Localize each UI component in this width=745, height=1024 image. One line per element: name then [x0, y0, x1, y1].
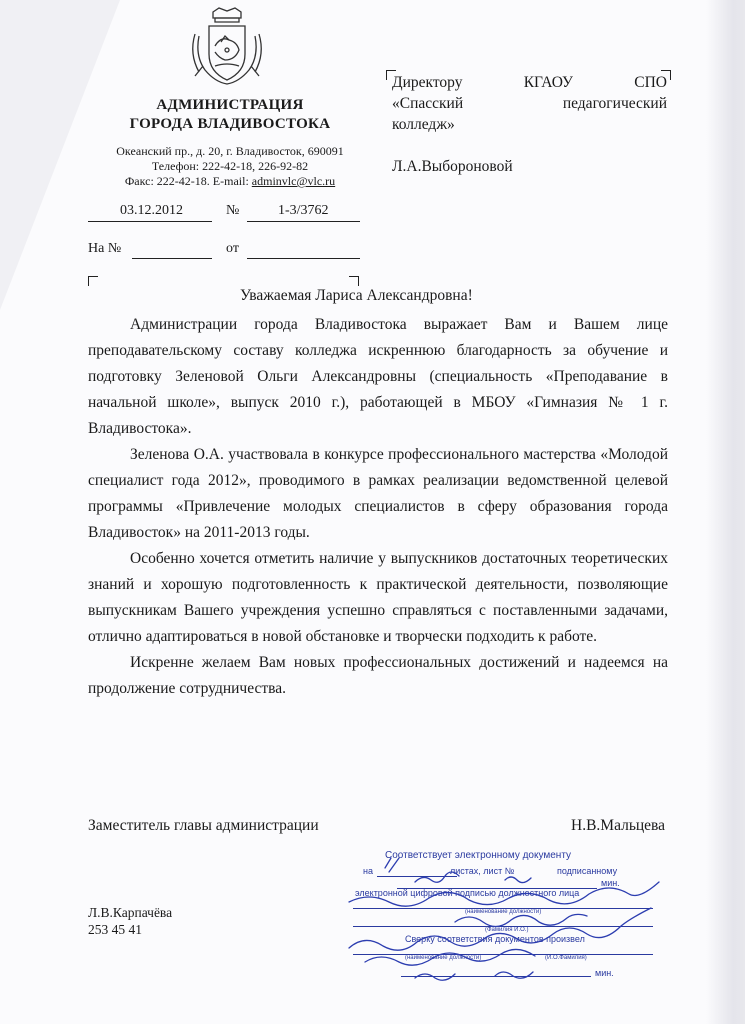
- stamp-handwriting: [345, 846, 705, 986]
- paragraph-4: Искренне желаем Вам новых профессиональных достижений и надеемся на продолжение сотрудничества.: [88, 654, 668, 697]
- stamp-signed: подписанному: [557, 866, 618, 876]
- addressee-org-name-3: колледж»: [392, 116, 455, 133]
- org-address: Океанский пр., д. 20, г. Владивосток, 690091: [116, 144, 344, 158]
- letter-date: 03.12.2012: [120, 203, 183, 218]
- letter-number: 1-3/3762: [278, 203, 329, 218]
- stamp-min2: мин.: [595, 968, 614, 978]
- from-underline: [247, 258, 360, 259]
- stamp-check: Сверку соответствия документов произвел: [405, 934, 585, 944]
- addressee-org-name: «Спасский: [392, 95, 464, 112]
- signatory-position: Заместитель главы администрации: [88, 817, 319, 834]
- number-underline: [247, 221, 360, 222]
- addressee-org-kind: СПО: [634, 74, 667, 91]
- paragraph-1: Администрации города Владивостока выражает Вам и Вашем лице преподавательскому составу колледжа искреннюю благодарность за обучение и подготовку Зеленовой Ольги Александровны (специальность «Преподавание в начальной школе», выпуск 2010 г.), работающей в МБОУ «Гимназия № 1 г. Владивостока».: [88, 316, 668, 437]
- stamp-caption-name2: (И.О.Фамилия): [545, 955, 587, 961]
- executor-phone: 253 45 41: [88, 922, 142, 937]
- stamp-caption-post2: (наименование должности): [405, 955, 482, 961]
- org-fax-email: [90, 174, 370, 189]
- signatory-name: Н.В.Мальцева: [571, 817, 666, 834]
- org-phone: Телефон: 222-42-18, 226-92-82: [151, 159, 309, 173]
- paragraph-3: Особенно хочется отметить наличие у выпускников достаточных теоретических знаний и хорошую подготовленность к практической деятельности, позволяющие выпускникам Вашего учреждения успешно справляться с поставленными задачами, отлично адаптироваться в новой обстановке и творчески подходить к работе.: [88, 550, 668, 645]
- from-label: от: [226, 241, 239, 256]
- letter-body: [88, 312, 668, 702]
- stamp-caption-post: (наименование должности): [465, 909, 542, 915]
- number-label: №: [226, 203, 240, 218]
- org-name-line1: АДМИНИСТРАЦИЯ: [156, 97, 304, 113]
- addressee-title: Директору: [392, 74, 463, 91]
- paragraph-2: Зеленова О.А. участвовала в конкурсе профессионального мастерства «Молодой специалист года 2012», проводимого в рамках реализации ведомственной целевой программы «Привлечение молодых специалистов в сферу образования города Владивосток» на 2011-2013 годы.: [88, 446, 668, 541]
- stamp-sheets: листах, лист №: [450, 866, 515, 876]
- addressee-org-name-2: педагогический: [562, 95, 667, 112]
- stamp-na: на: [363, 866, 373, 876]
- ref-underline: [132, 258, 212, 259]
- corner-bracket-left: [88, 276, 98, 286]
- show-through-text: [520, 140, 700, 280]
- ref-label: На №: [88, 241, 122, 256]
- addressee-name: Л.А.Выбороновой: [392, 158, 513, 175]
- executor-block: [88, 904, 172, 938]
- paper-edge-shadow: [706, 0, 745, 1024]
- fax-label: Факс: 222-42-18. E-mail:: [124, 174, 252, 188]
- conformity-stamp: [345, 846, 705, 986]
- stamp-esig: электронной цифровой подписью должностного лица: [355, 888, 580, 898]
- date-underline: [88, 221, 212, 222]
- org-name-line2: ГОРОДА ВЛАДИВОСТОКА: [129, 116, 331, 132]
- salutation: Уважаемая Лариса Александровна!: [240, 287, 473, 304]
- coat-of-arms-emblem: [185, 6, 269, 88]
- stamp-title: Соответствует электронному документу: [385, 850, 572, 861]
- stamp-caption-name: (Фамилия И.О.): [485, 927, 529, 933]
- email-link[interactable]: adminvlc@vlc.ru: [251, 174, 336, 188]
- executor-name: Л.В.Карпачёва: [88, 905, 173, 920]
- stamp-min: мин.: [601, 878, 620, 888]
- corner-bracket-right: [349, 276, 359, 286]
- addressee-org-type: КГАОУ: [523, 74, 574, 91]
